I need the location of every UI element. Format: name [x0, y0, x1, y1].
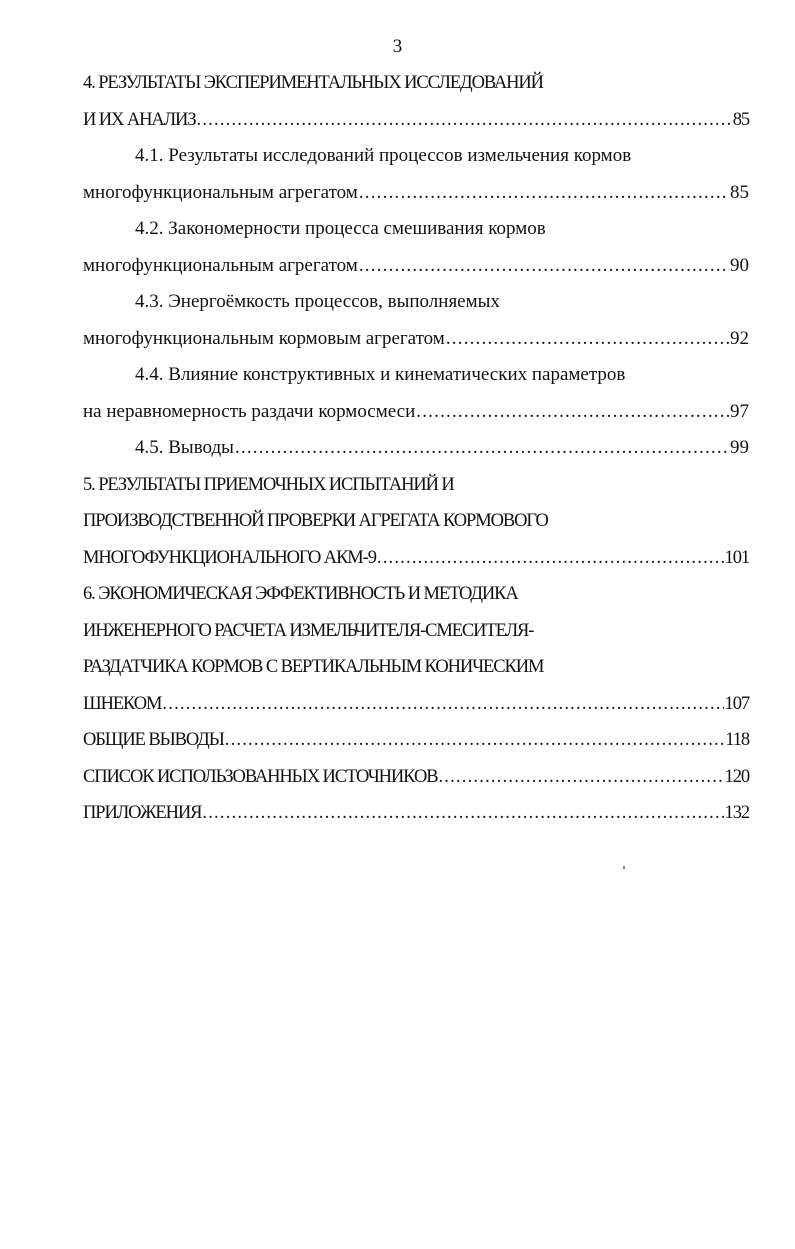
toc-entry-title: на неравномерность раздачи кормосмеси [83, 400, 416, 422]
leader-dots [197, 102, 732, 139]
leader-dots [438, 759, 723, 796]
toc-entry-title: 4.5. Выводы [135, 437, 234, 458]
toc-line: РАЗДАТЧИКА КОРМОВ С ВЕРТИКАЛЬНЫМ КОНИЧЕСКИМ [83, 657, 544, 677]
toc-entry-title: ОБЩИЕ ВЫВОДЫ [83, 730, 224, 750]
toc-entry-title: многофункциональным агрегатом [83, 181, 358, 203]
toc-line: 4.2. Закономерности процесса смешивания кормов [135, 218, 546, 239]
toc-entry-4-3[interactable] [83, 321, 749, 358]
toc-page-number: 92 [730, 327, 749, 349]
toc-line: 5. РЕЗУЛЬТАТЫ ПРИЕМОЧНЫХ ИСПЫТАНИЙ И [83, 474, 454, 495]
toc-entry-title: ПРИЛОЖЕНИЯ [83, 803, 202, 823]
toc-entry-appendices[interactable] [83, 795, 749, 832]
leader-dots [377, 540, 724, 577]
toc-entry-4-1[interactable] [83, 175, 749, 212]
leader-dots [235, 430, 729, 467]
leader-dots [416, 394, 729, 431]
toc-page-number: 132 [724, 803, 749, 823]
toc-entry-conclusions[interactable] [83, 722, 749, 759]
toc-page-number: 120 [724, 766, 749, 787]
scan-speck [623, 866, 625, 869]
leader-dots [162, 686, 723, 723]
toc-entry-title: СПИСОК ИСПОЛЬЗОВАННЫХ ИСТОЧНИКОВ [83, 766, 438, 787]
toc-page-number: 118 [725, 730, 749, 750]
toc-line: 4.3. Энергоёмкость процессов, выполняемых [135, 291, 500, 312]
toc-page-number: 97 [730, 400, 749, 422]
toc-entry-4-2[interactable] [83, 248, 749, 285]
page-number: 3 [392, 36, 403, 57]
toc-page-number: 90 [730, 254, 749, 276]
toc-entry-4-4[interactable] [83, 394, 749, 431]
toc-entry-title: ШНЕКОМ [83, 693, 162, 714]
toc-entry-title: МНОГОФУНКЦИОНАЛЬНОГО АКМ-9 [83, 547, 376, 568]
leader-dots [202, 795, 723, 832]
toc-entry-references[interactable] [83, 759, 749, 796]
toc-line: ПРОИЗВОДСТВЕННОЙ ПРОВЕРКИ АГРЕГАТА КОРМОВОГО [83, 511, 548, 531]
toc-entry-6[interactable] [83, 686, 749, 723]
leader-dots [359, 175, 729, 212]
toc-entry-5[interactable] [83, 540, 749, 577]
leader-dots [446, 321, 729, 358]
toc-page-number: 85 [730, 181, 749, 203]
leader-dots [225, 722, 724, 759]
toc-line: 6. ЭКОНОМИЧЕСКАЯ ЭФФЕКТИВНОСТЬ И МЕТОДИКА [83, 584, 518, 604]
leader-dots [359, 248, 729, 285]
toc-line: 4.1. Результаты исследований процессов измельчения кормов [135, 145, 632, 166]
toc-entry-4[interactable] [83, 102, 749, 139]
toc-entry-title: многофункциональным агрегатом [83, 254, 358, 276]
toc-entry-title: многофункциональным кормовым агрегатом [83, 327, 445, 349]
toc-page-number: 107 [724, 693, 749, 714]
toc-page-number: 85 [732, 109, 749, 130]
toc-entry-title: И ИХ АНАЛИЗ [83, 109, 196, 130]
toc-entry-4-5[interactable] [83, 430, 749, 467]
toc-line: ИНЖЕНЕРНОГО РАСЧЕТА ИЗМЕЛЬЧИТЕЛЯ-СМЕСИТЕЛЯ- [83, 620, 534, 641]
toc-line: 4.4. Влияние конструктивных и кинематических параметров [135, 364, 626, 385]
toc-line: 4. РЕЗУЛЬТАТЫ ЭКСПЕРИМЕНТАЛЬНЫХ ИССЛЕДОВАНИЙ [83, 73, 543, 93]
toc-page-number: 101 [724, 547, 749, 568]
table-of-contents [83, 65, 749, 832]
toc-page-number: 99 [730, 437, 749, 458]
